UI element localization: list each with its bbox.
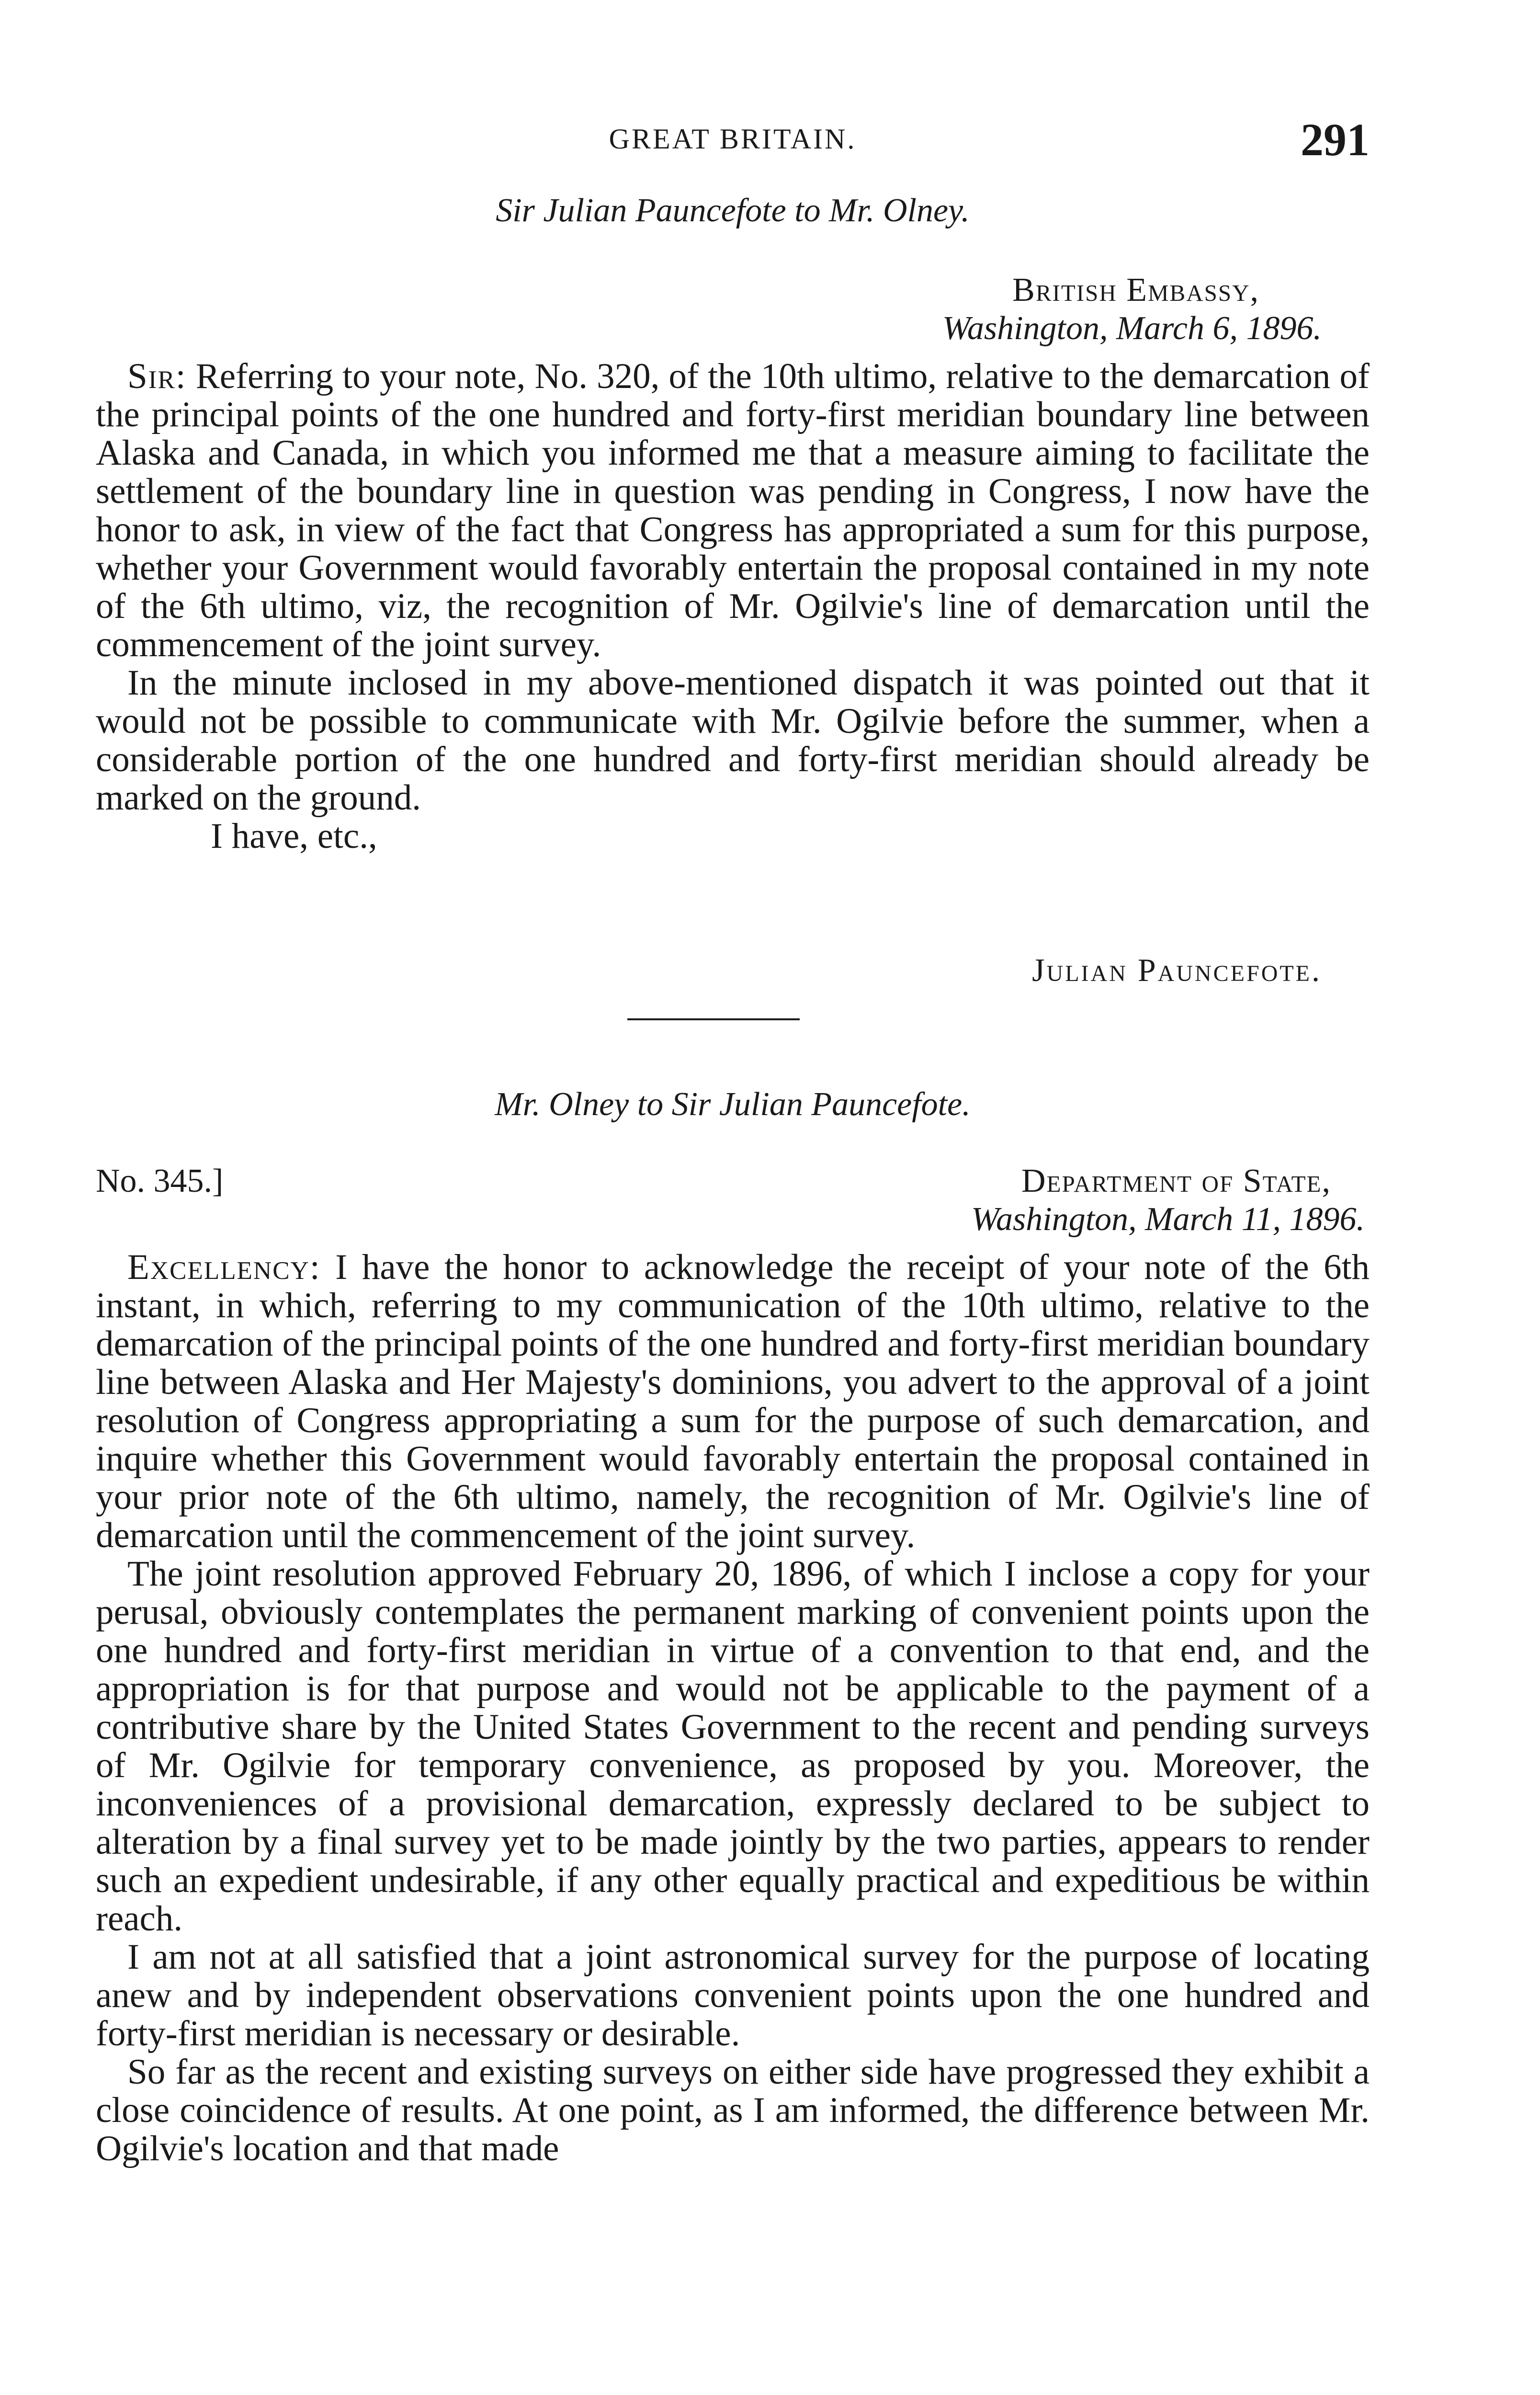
page-number: 291	[1301, 114, 1370, 165]
letter2-salutation: Excellency:	[127, 1247, 321, 1287]
running-head	[96, 113, 1370, 171]
letter1-paragraph-1	[96, 357, 1370, 664]
letter1-signature: Julian Pauncefote.	[1032, 952, 1322, 988]
letter2-paragraph-3: I am not at all satisfied that a joint astronomical survey for the purpose of locating anew and by independent observations convenient points upon the one hundred and forty-first meridian is necessary or desirable.	[96, 1937, 1370, 2053]
letter1-salutation: Sir:	[127, 356, 187, 396]
letter1-heading: Sir Julian Pauncefote to Mr. Olney.	[496, 192, 970, 229]
letter2-paragraph-4: So far as the recent and existing surveys on either side have progressed they exhibit a close coincidence of results. At one point, as I am informed, the difference between Mr. Ogilvie's location and that made	[96, 2052, 1370, 2168]
letter2-heading: Mr. Olney to Sir Julian Pauncefote.	[495, 1086, 971, 1123]
section-divider	[627, 1018, 800, 1020]
letter2-body	[96, 1248, 1370, 2168]
letter1-body	[96, 357, 1370, 855]
letter2-date: Washington, March 11, 1896.	[971, 1201, 1365, 1238]
running-title: GREAT BRITAIN.	[609, 123, 857, 155]
letter1-place: British Embassy,	[1012, 272, 1259, 308]
letter1-paragraph-1-text: Referring to your note, No. 320, of the 10th ultimo, relative to the demarcation of the principal points of the one hundred and forty-first meridian boundary line between Alaska and Canada, in which you informed me that a measure aiming to facilitate the settlement of the boundary line in question was pending in Congress, I now have the honor to ask, in view of the fact that Congress has appropriated a sum for this purpose, whether your Government would favorably entertain the proposal contained in my note of the 6th ultimo, viz, the recognition of Mr. Ogilvie's line of demarcation until the commencement of the joint survey.	[96, 356, 1370, 664]
letter1-paragraph-2: In the minute inclosed in my above-mentioned dispatch it was pointed out that it would not be possible to communicate with Mr. Ogilvie before the summer, when a considerable portion of the one hundred and forty-first meridian should already be marked on the ground.	[96, 663, 1370, 818]
letter2-paragraph-1	[96, 1248, 1370, 1555]
letter2-place: Department of State,	[1021, 1163, 1331, 1199]
letter1-date: Washington, March 6, 1896.	[942, 310, 1322, 347]
letter2-paragraph-1-text: I have the honor to acknowledge the receipt of your note of the 6th instant, in which, referring to my communication of the 10th ultimo, relative to the demarcation of the principal points of the one hundred and forty-first meridian boundary line between Alaska and Her Majesty's dominions, you advert to the approval of a joint resolution of Congress appropriating a sum for the purpose of such demarcation, and inquire whether this Government would favorably entertain the proposal contained in your prior note of the 6th ultimo, namely, the recognition of Mr. Ogilvie's line of demarcation until the commencement of the joint survey.	[96, 1247, 1370, 1555]
letter2-paragraph-2: The joint resolution approved February 20, 1896, of which I inclose a copy for your perusal, obviously contemplates the permanent marking of convenient points upon the one hundred and forty-first meridian in virtue of a convention to that end, and the appropriation is for that purpose and would not be applicable to the payment of a contributive share by the United States Government to the recent and pending surveys of Mr. Ogilvie for temporary convenience, as proposed by you. Moreover, the inconveniences of a provisional demarcation, expressly declared to be subject to alteration by a final survey yet to be made jointly by the two parties, appears to render such an expedient undesirable, if any other equally practical and expeditious be within reach.	[96, 1554, 1370, 1939]
letter2-number: No. 345.]	[96, 1163, 224, 1199]
letter1-closing: I have, etc.,	[211, 816, 377, 856]
